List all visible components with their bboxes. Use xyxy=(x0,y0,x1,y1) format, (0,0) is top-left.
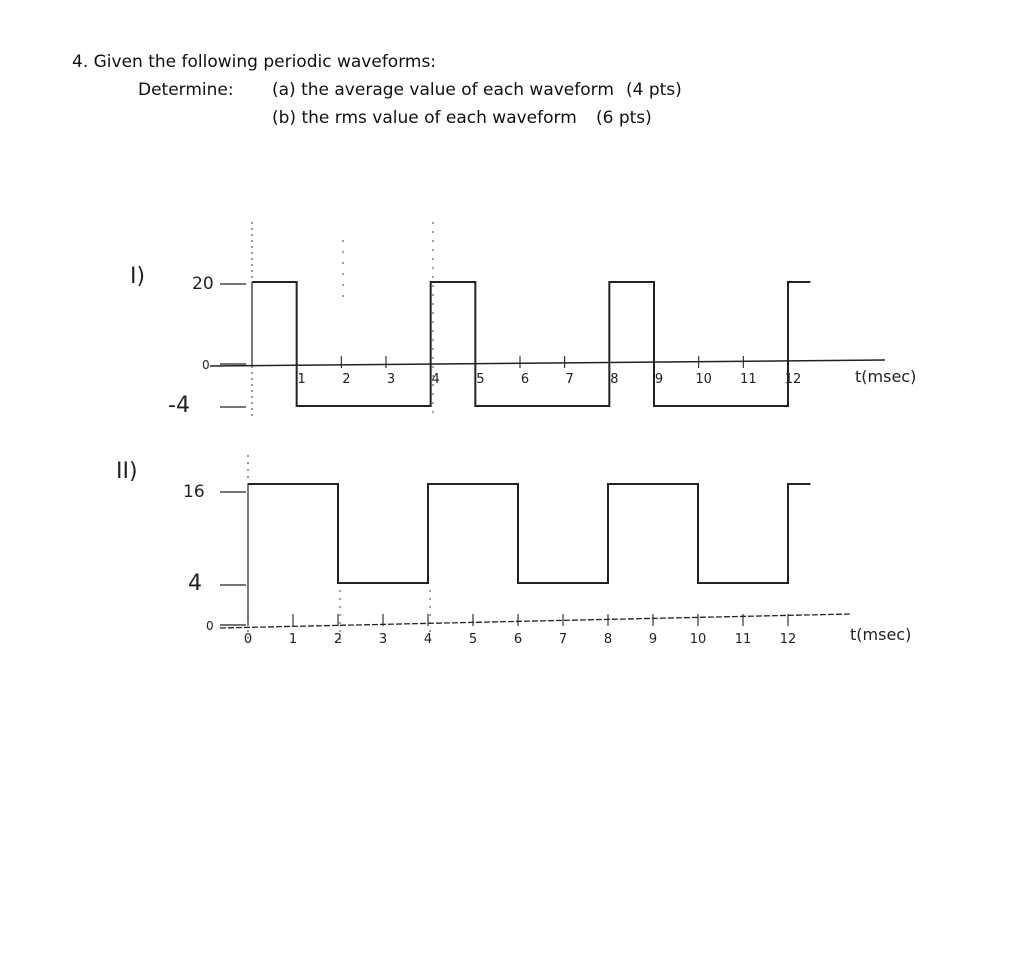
x-tick-label: 12 xyxy=(784,372,802,387)
y-tick-label: 16 xyxy=(183,482,205,502)
y-tick-label: -4 xyxy=(168,393,190,418)
part-a-text: (a) the average value of each waveform xyxy=(272,80,614,100)
y-tick-label: 0 xyxy=(202,358,210,372)
waveform-2-label: II) xyxy=(116,459,138,484)
waveform-1 xyxy=(130,222,916,420)
question-title: 4. Given the following periodic waveforms: xyxy=(72,52,437,72)
x-tick-label: 9 xyxy=(654,372,664,387)
y-tick-label: 20 xyxy=(192,274,214,294)
waveform-2-trace xyxy=(248,484,811,583)
waveform-1-label: I) xyxy=(130,264,146,289)
x-tick-label: 4 xyxy=(423,632,433,647)
waveform-1-trace xyxy=(252,282,810,406)
x-tick-label: 10 xyxy=(695,372,712,387)
x-tick-label: 7 xyxy=(565,372,574,387)
x-tick-label: 5 xyxy=(468,632,478,647)
x-tick-label: 3 xyxy=(386,372,396,387)
x-tick-label: 2 xyxy=(342,372,351,387)
y-tick-label: 4 xyxy=(188,571,202,596)
x-tick-label: 3 xyxy=(378,632,388,647)
x-tick-label: 5 xyxy=(476,372,485,387)
part-a-points: (4 pts) xyxy=(626,80,682,100)
x-tick-label: 11 xyxy=(740,372,757,387)
x-tick-label: 2 xyxy=(333,632,343,647)
waveform-2-x-axis-label: t(msec) xyxy=(850,625,912,644)
waveform-1-x-axis-label: t(msec) xyxy=(855,367,917,386)
x-tick-label: 7 xyxy=(558,632,568,647)
part-b-text: (b) the rms value of each waveform xyxy=(272,108,577,128)
x-tick-label: 9 xyxy=(648,632,658,647)
waveform-1-time-axis xyxy=(210,360,885,366)
x-tick-label: 6 xyxy=(513,632,523,647)
determine-label: Determine: xyxy=(138,80,234,100)
x-tick-label: 1 xyxy=(297,372,306,387)
x-tick-label: 1 xyxy=(288,632,298,647)
part-b-points: (6 pts) xyxy=(596,108,652,128)
x-tick-label: 8 xyxy=(610,372,619,387)
x-tick-label: 8 xyxy=(603,632,613,647)
x-tick-label: 12 xyxy=(779,632,797,647)
x-tick-label: 6 xyxy=(520,372,530,387)
waveform-2 xyxy=(116,455,911,647)
waveform-2-time-axis xyxy=(220,614,850,628)
x-tick-label: 11 xyxy=(734,632,752,647)
x-tick-label: 4 xyxy=(431,372,440,387)
x-tick-label: 10 xyxy=(689,632,707,647)
x-tick-label: 0 xyxy=(243,632,253,647)
y-tick-label: 0 xyxy=(206,619,214,633)
